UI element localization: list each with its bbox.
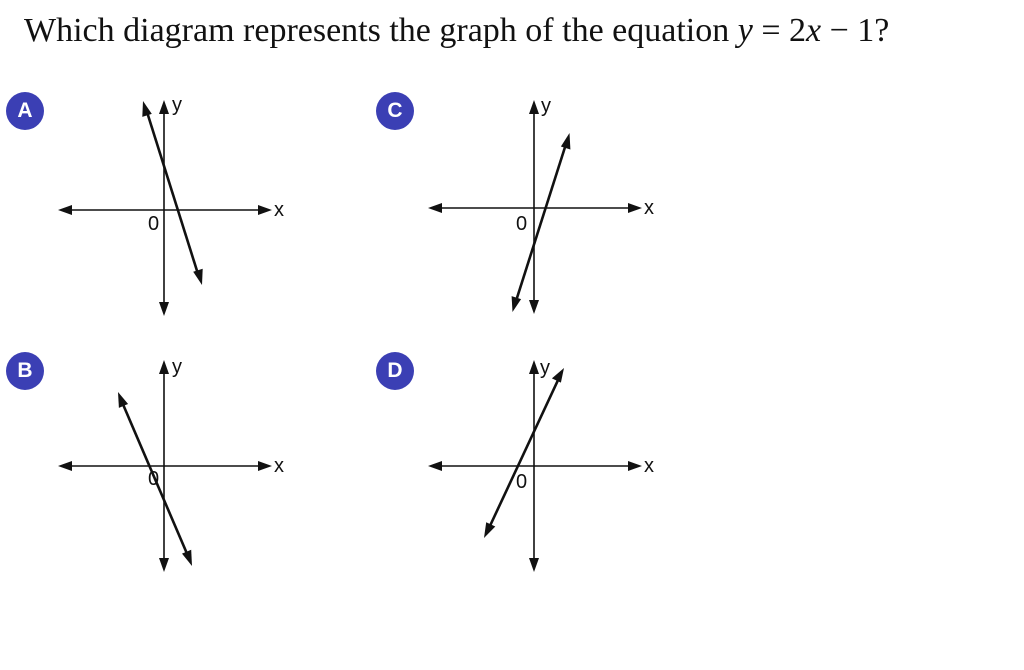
graph-a-origin-label: 0: [148, 213, 160, 235]
graph-c-x-arrow-left: [428, 203, 442, 213]
graph-c-line-arrow-bottom: [512, 296, 521, 312]
graph-d: [370, 350, 670, 600]
graph-d-line-arrow-top: [552, 368, 564, 383]
graph-b-x-arrow-left: [58, 461, 72, 471]
graph-c-y-arrow-up: [529, 100, 539, 114]
graph-a-x-arrow-right: [258, 205, 272, 215]
question-prefix: Which diagram represents the graph of the equation: [24, 12, 738, 49]
option-a-badge[interactable]: A: [6, 92, 44, 130]
graph-b-x-label: x: [274, 455, 284, 477]
graph-a-y-label: y: [172, 94, 182, 116]
graph-a-x-arrow-left: [58, 205, 72, 215]
graph-a: [0, 90, 300, 340]
graph-d-x-arrow-left: [428, 461, 442, 471]
graph-b-line-arrow-top: [118, 392, 128, 408]
graph-d-y-arrow-down: [529, 558, 539, 572]
option-d-badge[interactable]: D: [376, 352, 414, 390]
graph-d-x-arrow-right: [628, 461, 642, 471]
graph-b-y-arrow-up: [159, 360, 169, 374]
option-c[interactable]: [370, 90, 670, 340]
graph-a-line-arrow-top: [142, 101, 152, 117]
graph-a-line: [147, 112, 198, 274]
graph-c-origin-label: 0: [516, 213, 528, 235]
graph-c-x-label: x: [644, 197, 654, 219]
option-c-badge[interactable]: C: [376, 92, 414, 130]
question-equals: = 2: [752, 12, 807, 49]
graph-c-line-arrow-top: [561, 133, 571, 150]
graph-d-y-arrow-up: [529, 360, 539, 374]
graph-b-y-arrow-down: [159, 558, 169, 572]
option-b-badge[interactable]: B: [6, 352, 44, 390]
graph-a-line-arrow-bottom: [193, 269, 203, 285]
graph-c-y-label: y: [541, 95, 551, 117]
graph-d-x-label: x: [644, 455, 654, 477]
question-suffix: − 1?: [821, 12, 890, 49]
question-var-y: y: [737, 12, 753, 49]
graph-b: [0, 350, 300, 600]
option-a[interactable]: [0, 90, 300, 340]
graph-d-origin-label: 0: [516, 471, 528, 493]
graph-b-x-arrow-right: [258, 461, 272, 471]
graph-a-y-arrow-down: [159, 302, 169, 316]
graph-d-line: [489, 378, 559, 528]
graph-b-line-arrow-bottom: [182, 550, 192, 566]
graph-c-y-arrow-down: [529, 300, 539, 314]
question-var-x: x: [806, 12, 822, 49]
option-b[interactable]: [0, 350, 300, 600]
graph-a-y-arrow-up: [159, 100, 169, 114]
graph-b-origin-label: 0: [148, 468, 160, 490]
graph-c-x-arrow-right: [628, 203, 642, 213]
graph-b-y-label: y: [172, 356, 182, 378]
option-d[interactable]: [370, 350, 670, 600]
graph-c: [370, 90, 670, 340]
graph-d-y-label: y: [540, 357, 550, 379]
question-text: [24, 12, 889, 50]
graph-a-x-label: x: [274, 199, 284, 221]
graph-d-line-arrow-bottom: [484, 522, 495, 538]
